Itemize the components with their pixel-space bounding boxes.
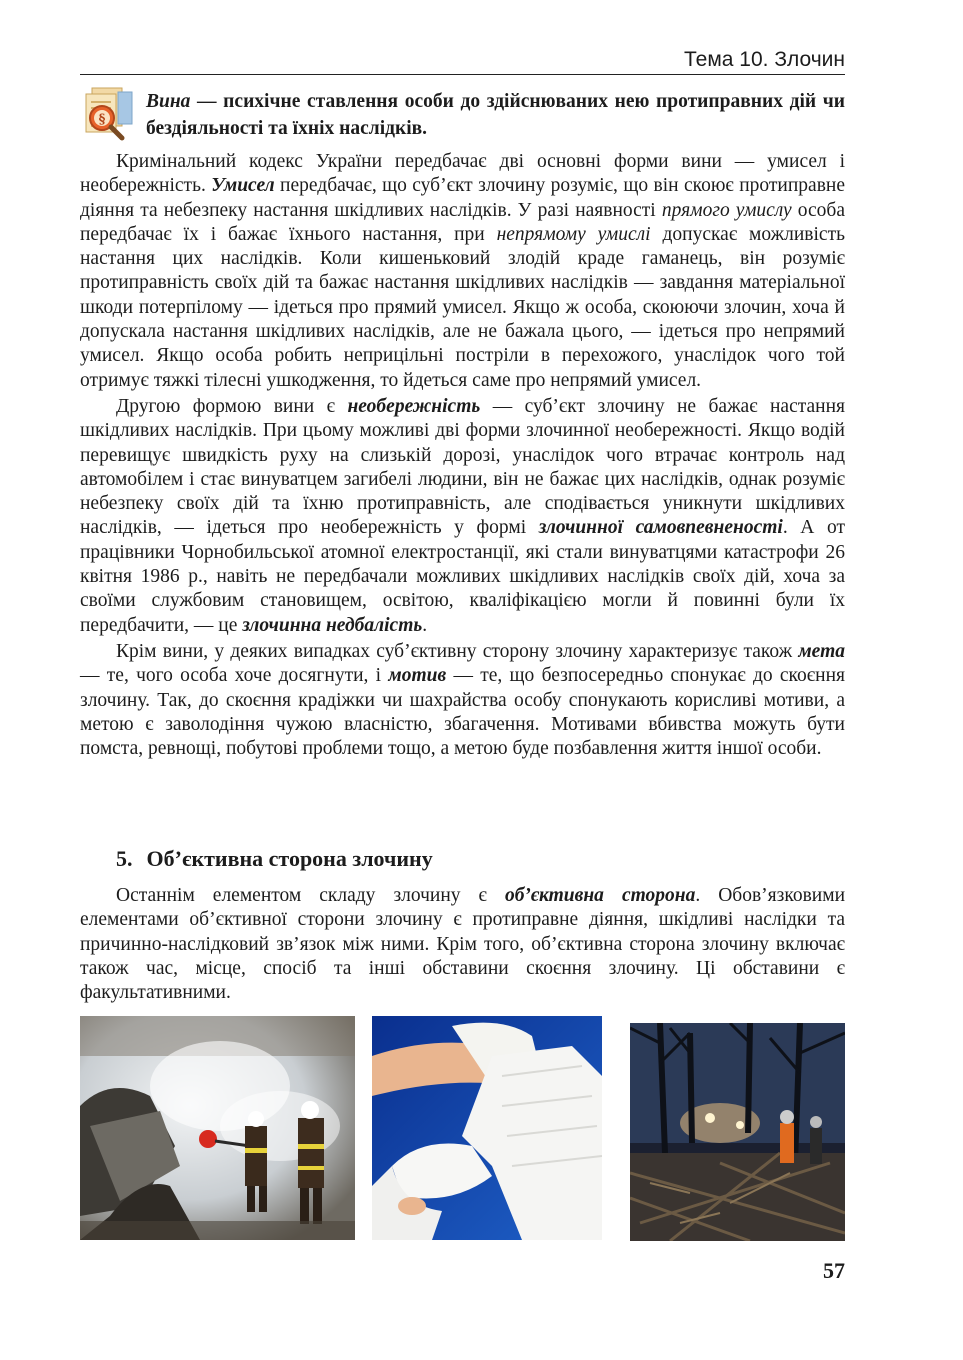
section-title: Об’єктивна сторона злочину xyxy=(146,846,433,871)
night-street-fallen-trees-photo xyxy=(630,1023,845,1241)
text-run: Останнім елементом складу злочину є xyxy=(116,885,505,906)
page-number: 57 xyxy=(823,1258,845,1283)
paragraph xyxy=(80,150,845,393)
definition-box xyxy=(80,84,845,146)
text-run: Другою формою вини є xyxy=(116,395,348,417)
paragraph xyxy=(80,640,845,761)
definition-term: Вина xyxy=(146,91,191,112)
main-text xyxy=(80,150,845,763)
italic-term: прямого умислу xyxy=(661,199,792,221)
firefighters-burning-car-photo xyxy=(80,1016,355,1240)
section-text xyxy=(80,884,845,1005)
text-run: . Обов’язковими елементами об’єктивної сторони злочину є протиправне діяння, шкідливі наслідки та причинно-наслідковий зв’язок між ними. Крім того, об’єктивна сторона злочину включає також час, місце, спосіб та інші обставини скоєння злочину. Ці обставини є факультативними. xyxy=(80,885,846,1004)
emphasized-term: злочинна недбалість xyxy=(242,614,423,636)
text-run: передбачає, що суб’єкт злочину розуміє, що він скоює протиправне діяння та небезпеку настання шкідливих наслідків. У разі наявності xyxy=(80,175,845,221)
svg-text:§: § xyxy=(98,112,106,127)
text-run: — те, чого особа хоче досягнути, і xyxy=(80,665,389,687)
bandaged-leg-photo xyxy=(372,1016,602,1240)
italic-term: непрямому умислі xyxy=(496,223,651,245)
paragraph xyxy=(80,884,845,1005)
chapter-title: Тема 10. Злочин xyxy=(684,48,845,71)
text-run: . xyxy=(422,614,428,636)
text-run: Кримінальний кодекс України передбачає дві основні форми вини — умисел і необережність. xyxy=(80,151,845,197)
text-run: — те, що безпосередньо спонукає до скоєння злочину. Так, до скоєння крадіжки чи шахрайства особу спонукають корисливі мотиви, а метою є заволодіння чужою власністю, збагачення. Мотивами вбивства можуть бути помста, ревнощі, побутові проблеми тощо, а метою буде позбавлення життя іншої особи. xyxy=(80,665,845,760)
text-run: особа передбачає їх і бажає їхнього настання, при xyxy=(80,199,846,245)
emphasized-term: злочинної самовпевненості xyxy=(538,517,783,539)
emphasized-term: Умисел xyxy=(211,175,275,197)
page-header xyxy=(80,44,845,75)
law-document-magnifier-icon xyxy=(80,86,136,144)
emphasized-term: необережність xyxy=(347,395,481,417)
text-run: . А от працівники Чорнобильської атомної електростанції, які стали винуватцями катастрофи 26 квітня 1986 р., навіть не передбачали можливих шкідливих наслідків своїх дій, хоча за своїми службовим становищем, освітою, кваліфікацією могли й повинні були їх передбачити, — це xyxy=(80,517,845,636)
text-run: Крім вини, у деяких випадках суб’єктивну сторону злочину характеризує також xyxy=(116,640,799,662)
text-run: — суб’єкт злочину не бажає настання шкідливих наслідків. При цьому можливі дві форми злочинної необережності. Якщо водій перевищує швидкість руху на слизькій дорозі, унаслідок чого втрачає контроль над автомобілем і стає винуватцем загибелі людини, він не бажає цих наслідків, однак розуміє небезпеку своїх дій та їхню протиправність, але сподівається уникнути шкідливих наслідків, — ідеться про необережність у формі xyxy=(80,395,845,539)
section-number: 5. xyxy=(116,846,133,871)
emphasized-term: мотив xyxy=(388,665,447,687)
paragraph xyxy=(80,395,845,638)
text-run: допускає можливість настання цих наслідків. Коли кишеньковий злодій краде гаманець, він розуміє протиправність своїх дій та бажає настання шкідливих наслідків — завдання матеріальної шкоди потерпілому — ідеться про прямий умисел. Якщо ж особа, скоюючи злочин, хоча й допускала настання шкідливих наслідків, але не бажала цього, — ідеться про непрямий умисел. Якщо особа робить неприцільні постріли в перехожого, унаслідок чого той отримує тяжкі тілесні ушкодження, то йдеться саме про непрямий умисел. xyxy=(80,223,845,391)
definition-body: — психічне ставлення особи до здійснюваних нею протиправних дій чи бездіяльності та їхніх наслідків. xyxy=(146,91,845,139)
section-heading xyxy=(116,846,836,872)
definition-text xyxy=(146,88,845,142)
emphasized-term: мета xyxy=(798,640,845,662)
emphasized-term: об’єктивна сторона xyxy=(504,885,696,906)
